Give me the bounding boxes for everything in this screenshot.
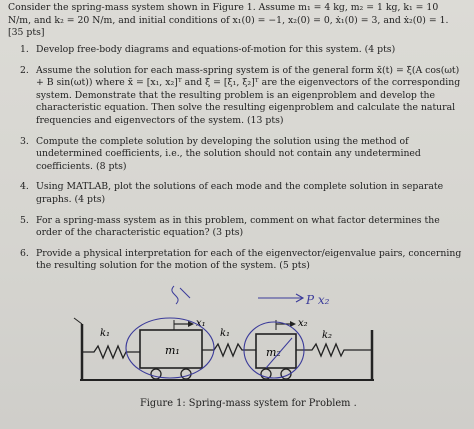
question-number: 6.: [20, 247, 29, 259]
x2-arrowhead: [290, 321, 296, 327]
question-item: [20, 136, 464, 174]
wheel: [181, 369, 191, 379]
question-text: Assume the solution for each mass-spring system is of the general form x̄(t) = ξ̄(A cos(ωt) + B sin(ωt)) where x̄ = [x₁, x₂]ᵀ and ξ̄ = [ξ₁, ξ₂]ᵀ are the eigenvectors of the corresponding system. Demonstrate that the resulting problem is an eigenproblem and develop the characteristic equation. Then solve the resulting eigenproblem and calculate the natural frequencies and eigenvectors of the system. (13 pts): [36, 64, 461, 126]
question-number: 4.: [20, 181, 29, 193]
spring-k1-left: [82, 346, 140, 358]
question-number: 2.: [20, 64, 29, 76]
label-k2: k₂: [322, 330, 333, 341]
left-wall-hatch: [74, 318, 82, 324]
spring-mass-figure: [70, 284, 390, 394]
question-text: Develop free-body diagrams and equations-of-motion for this system. (4 pts): [36, 44, 396, 55]
question-item: [20, 65, 464, 128]
handwritten-scribble: [172, 286, 190, 304]
question-item: [20, 44, 464, 57]
question-number: 1.: [20, 44, 29, 55]
label-m1: m₁: [165, 344, 180, 357]
label-x1: x₁: [196, 318, 206, 329]
figure-caption: Figure 1: Spring-mass system for Problem .: [140, 398, 357, 409]
handwritten-note: P x₂: [306, 293, 330, 307]
spring-k2: [296, 344, 372, 356]
question-list: [20, 44, 464, 281]
question-text: Provide a physical interpretation for each of the eigenvector/eigenvalue pairs, concerning the resulting solution for the motion of the system. (5 pts): [36, 247, 462, 272]
spring-k1-mid: [202, 344, 256, 356]
label-k1-left: k₁: [100, 328, 111, 339]
problem-statement: [8, 2, 464, 40]
label-x2: x₂: [298, 318, 308, 329]
question-item: [20, 248, 464, 273]
problem-intro-text: Consider the spring-mass system shown in Figure 1. Assume m₁ = 4 kg, m₂ = 1 kg, k₁ = 10 N/m, and k₂ = 20 N/m, and initial conditions of x₁(0) = −1, x₂(0) = 0, ẋ₁(0) = 3, and ẋ₂(0) = 1. [35 pts]: [8, 2, 449, 39]
question-text: For a spring-mass system as in this problem, comment on what factor determines the order of the characteristic equation? (3 pts): [36, 214, 440, 239]
label-m2: m₂: [266, 346, 281, 359]
question-number: 3.: [20, 135, 29, 147]
question-number: 5.: [20, 214, 29, 226]
question-item: [20, 181, 464, 206]
handwritten-arrow: [258, 294, 303, 302]
question-text: Compute the complete solution by developing the solution using the method of undetermined coefficients, i.e., the solution should not contain any undetermined coefficients. (8 pts): [36, 135, 421, 172]
question-text: Using MATLAB, plot the solutions of each mode and the complete solution in separate graphs. (4 pts): [36, 181, 444, 205]
question-item: [20, 215, 464, 240]
label-k1-mid: k₁: [220, 328, 231, 339]
